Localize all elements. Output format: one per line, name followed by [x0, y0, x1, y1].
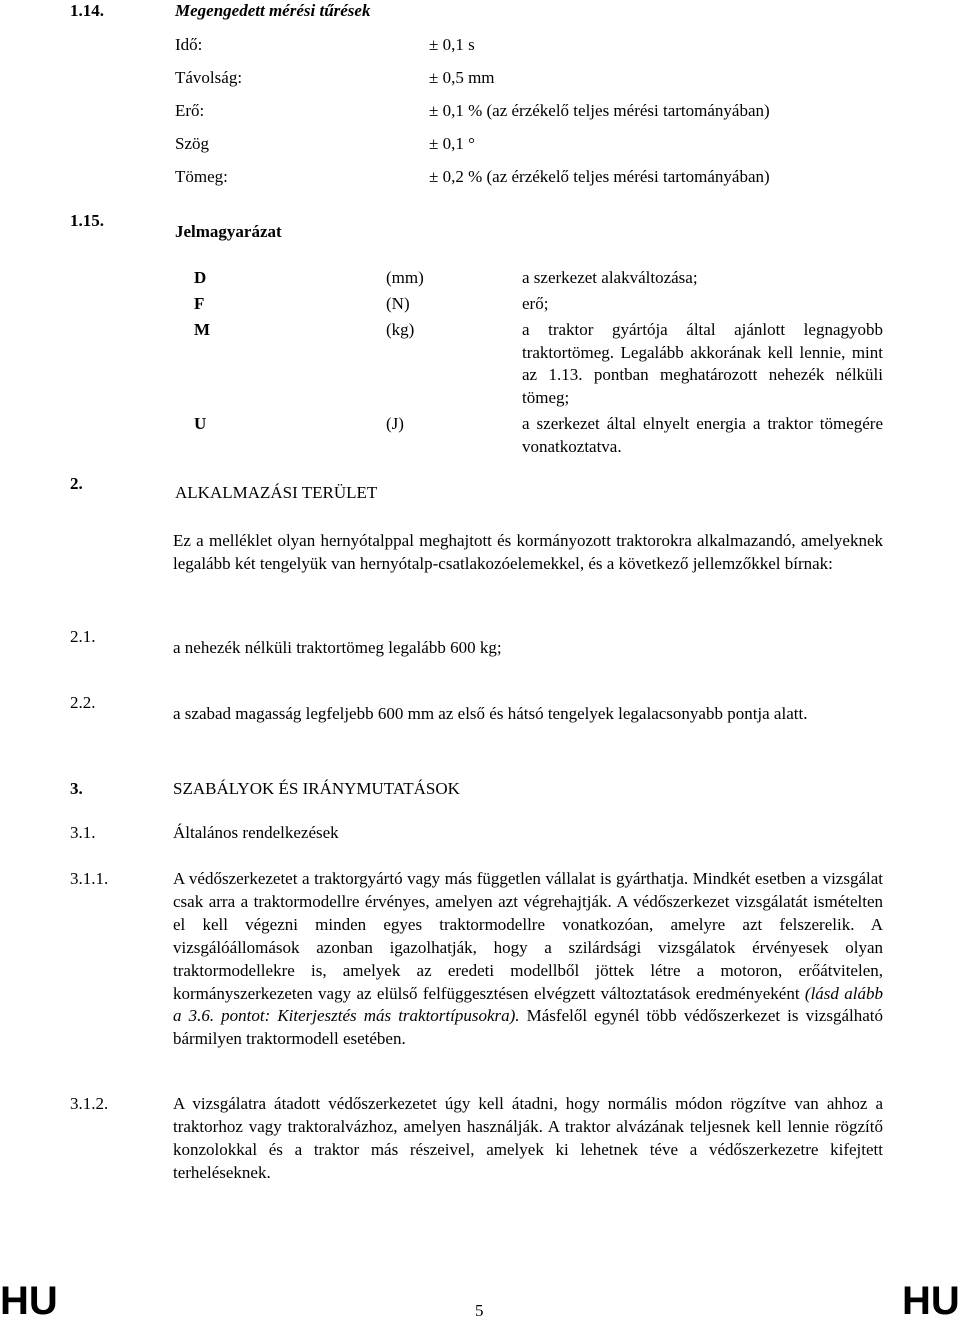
legend-desc-m: a traktor gyártója által ajánlott legnagyobb traktortömeg. Legalább akkorának kell lennie, mint az 1.13. pontban meghatározott nehezék nélküli tömeg;	[522, 320, 883, 407]
legend-unit-f: (N)	[386, 294, 410, 313]
legend-unit-d: (mm)	[386, 268, 424, 287]
section-number-1-14: 1.14.	[70, 1, 104, 20]
scope-intro: Ez a melléklet olyan hernyótalppal meghajtott és kormányozott traktorokra alkalmazandó, amelyeknek legalább két tengelyük van hernyótalp-csatlakozóelemekkel, és a következő jellemzőkkel bírnak:	[173, 531, 883, 573]
item-text-2-1: a nehezék nélküli traktortömeg legalább 600 kg;	[173, 638, 502, 657]
tolerance-label-angle: Szög	[175, 134, 209, 153]
tolerance-value-angle: ± 0,1 °	[429, 134, 475, 153]
legend-symbol-d: D	[194, 268, 207, 287]
section-title-3: SZABÁLYOK ÉS IRÁNYMUTATÁSOK	[173, 779, 460, 798]
tolerance-value-force: ± 0,1 % (az érzékelő teljes mérési tartományában)	[429, 101, 770, 120]
paragraph-3-1-1-italic-ref: (lásd alább a 3.6. pontot: Kiterjesztés más traktortípusokra).	[173, 983, 883, 1026]
page-number: 5	[475, 1301, 484, 1320]
section-number-1-15: 1.15.	[70, 211, 104, 230]
legend-desc-d: a szerkezet alakváltozása;	[522, 268, 698, 287]
tolerance-value-time: ± 0,1 s	[429, 35, 475, 54]
paragraph-number-3-1-2: 3.1.2.	[70, 1094, 109, 1113]
footer-language-left: HU	[0, 1279, 58, 1323]
section-number-3: 3.	[70, 779, 83, 798]
tolerance-label-mass: Tömeg:	[175, 167, 228, 186]
legend-unit-m: (kg)	[386, 320, 415, 339]
item-number-2-1: 2.1.	[70, 627, 96, 646]
legend-unit-u: (J)	[386, 414, 404, 433]
paragraph-3-1-1	[173, 868, 883, 1051]
legend-desc-u: a szerkezet által elnyelt energia a traktor tömegére vonatkoztatva.	[522, 414, 883, 456]
legend-symbol-m: M	[194, 320, 211, 339]
item-text-2-2: a szabad magasság legfeljebb 600 mm az első és hátsó tengelyek legalacsonyabb pontja alatt.	[173, 704, 808, 723]
section-title-1-14: Megengedett mérési tűrések	[175, 1, 371, 20]
tolerance-label-time: Idő:	[175, 35, 203, 54]
tolerance-label-force: Erő:	[175, 101, 205, 120]
section-title-2: ALKALMAZÁSI TERÜLET	[175, 483, 378, 502]
footer-language-right: HU	[902, 1279, 960, 1323]
legend-symbol-u: U	[194, 414, 207, 433]
subsection-title-3-1: Általános rendelkezések	[173, 823, 339, 842]
paragraph-number-3-1-1: 3.1.1.	[70, 869, 109, 888]
legend-symbol-f: F	[194, 294, 205, 313]
paragraph-3-1-2: A vizsgálatra átadott védőszerkezetet úgy kell átadni, hogy normális módon rögzítve van ahhoz a traktorhoz vagy traktoralvázhoz, amelyen használják. A traktor alvázának teljesnek kell lennie rögzítő konzolokkal és a traktor más részeivel, amelyek ki lehetnek téve a védőszerkezetre kifejtett terheléseknek.	[173, 1094, 883, 1182]
tolerance-value-distance: ± 0,5 mm	[429, 68, 495, 87]
item-number-2-2: 2.2.	[70, 693, 96, 712]
subsection-number-3-1: 3.1.	[70, 823, 96, 842]
legend-desc-f: erő;	[522, 294, 549, 313]
tolerance-label-distance: Távolság:	[175, 68, 243, 87]
tolerance-value-mass: ± 0,2 % (az érzékelő teljes mérési tartományában)	[429, 167, 770, 186]
paragraph-3-1-1-text-b: Másfelől egynél több védőszerkezet is vizsgálható bármilyen traktormodell esetében.	[173, 1006, 883, 1049]
section-title-1-15: Jelmagyarázat	[175, 222, 282, 241]
section-number-2: 2.	[70, 474, 83, 493]
paragraph-3-1-1-text-a: A védőszerkezetet a traktorgyártó vagy más független vállalat is gyárthatja. Mindkét esetben a vizsgálat csak arra a traktormodellre érvényes, amelyen azt végrehajtják. A védőszerkezet vizsgálatát ismételten el kell végezni minden egyes traktormodellre vonatkozóan, amelyre azt felszerelik. A vizsgálóállomások azonban igazolhatják, hogy a szilárdsági vizsgálatok érvényesek olyan traktormodellekre is, amelyek az eredeti modellből jöttek létre a motoron, erőátvitelen, kormányszerkezeten vagy az elülső felfüggesztésen elvégzett változtatások eredményeként	[173, 869, 883, 1003]
